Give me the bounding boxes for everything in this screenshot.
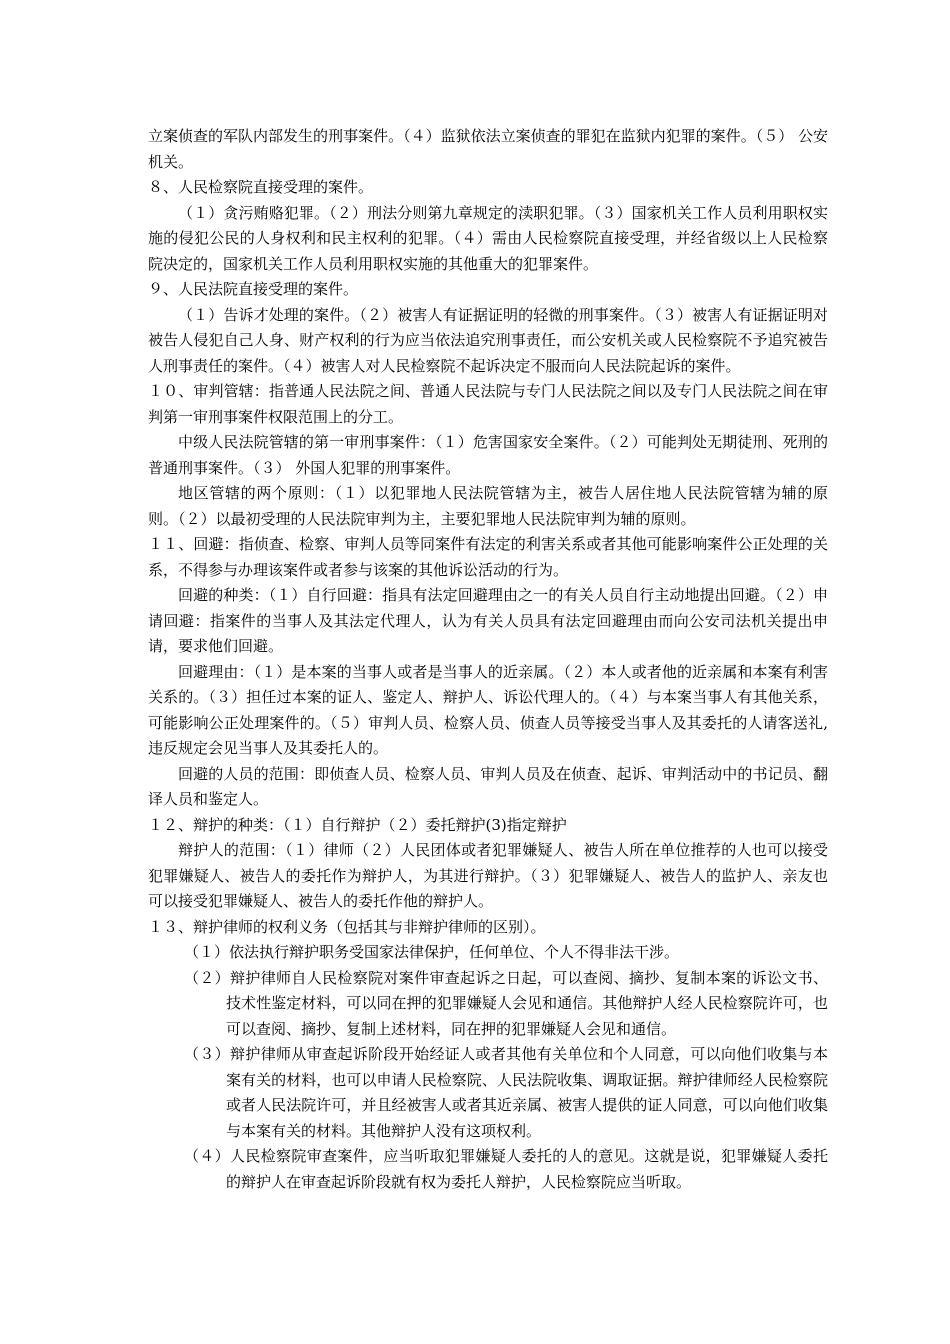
list-item: （４）人民检察院审查案件，应当听取犯罪嫌疑人委托的人的意见。这就是说，犯罪嫌疑人委托的辩护人在审查起诉阶段就有权为委托人辩护，人民检察院应当听取。 (184, 1147, 828, 1191)
document-body (148, 124, 828, 1195)
paragraph-defender-scope: 辩护人的范围：（１）律师（２）人民团体或者犯罪嫌疑人、被告人所在单位推荐的人也可以接受犯罪嫌疑人、被告人的委托作为辩护人，为其进行辩护。（３）犯罪嫌疑人、被告人的监护人、亲友也可以接受犯罪嫌疑人、被告人的委托作他的辩护人。 (148, 841, 828, 910)
heading-trial-jurisdiction: １０、审判管辖：指普通人民法院之间、普通人民法院与专门人民法院之间以及专门人民法院之间在审判第一审刑事案件权限范围上的分工。 (148, 382, 828, 426)
paragraph-recusal-reasons: 回避理由：（１）是本案的当事人或者是当事人的近亲属。（２）本人或者他的近亲属和本案有利害关系的。（３）担任过本案的证人、鉴定人、辩护人、诉讼代理人的。（４）与本案当事人有其他关系，可能影响公正处理案件的。（５）审判人员、检察人员、侦查人员等接受当事人及其委托的人请客送礼,违反规定会见当事人及其委托人的。 (148, 662, 828, 757)
paragraph-court-cases: （１）告诉才处理的案件。（２）被害人有证据证明的轻微的刑事案件。（３）被害人有证据证明对被告人侵犯自己人身、财产权利的行为应当依法追究刑事责任，而公安机关或人民检察院不予追究被告人刑事责任的案件。（４）被害人对人民检察院不起诉决定不服而向人民法院起诉的案件。 (148, 305, 828, 375)
heading-court-cases: ９、人民法院直接受理的案件。 (148, 280, 359, 298)
heading-defense-types: １２、辩护的种类：（１）自行辩护（２）委托辩护(3)指定辩护 (148, 815, 567, 834)
list-item: （３）辩护律师从审查起诉阶段开始经证人或者其他有关单位和个人同意，可以向他们收集与本案有关的材料，也可以申请人民检察院、人民法院收集、调取证据。辩护律师经人民检察院或者人民法院许可，并且经被害人或者其近亲属、被害人提供的证人同意，可以向他们收集与本案有关的材料。其他辩护人没有这项权利。 (184, 1045, 828, 1140)
list-item: （２）辩护律师自人民检察院对案件审查起诉之日起，可以查阅、摘抄、复制本案的诉讼文书、技术性鉴定材料，可以同在押的犯罪嫌疑人会见和通信。其他辩护人经人民检察院许可，也可以查阅、摘抄、复制上述材料，同在押的犯罪嫌疑人会见和通信。 (184, 968, 828, 1038)
paragraph-recusal-scope: 回避的人员的范围：即侦查人员、检察人员、审判人员及在侦查、起诉、审判活动中的书记员、翻译人员和鉴定人。 (148, 764, 828, 808)
heading-procuratorate-cases: ８、人民检察院直接受理的案件。 (148, 178, 374, 196)
list-item: （１）依法执行辩护职务受国家法律保护，任何单位、个人不得非法干涉。 (184, 943, 680, 961)
paragraph-intermediate-court: 中级人民法院管辖的第一审刑事案件：（１）危害国家安全案件。（２）可能判处无期徒刑、死刑的普通刑事案件。（３） 外国人犯罪的刑事案件。 (148, 433, 828, 477)
paragraph-regional-jurisdiction: 地区管辖的两个原则：（１）以犯罪地人民法院管辖为主，被告人居住地人民法院管辖为辅的原则。（２）以最初受理的人民法院审判为主，主要犯罪地人民法院审判为辅的原则。 (148, 484, 828, 528)
paragraph-recusal-types: 回避的种类：（１）自行回避：指具有法定回避理由之一的有关人员自行主动地提出回避。（２）申请回避：指案件的当事人及其法定代理人，认为有关人员具有法定回避理由而向公安司法机关提出申请，要求他们回避。 (148, 586, 828, 655)
heading-defense-lawyer-rights: １３、辩护律师的权利义务（包括其与非辩护律师的区别）。 (148, 917, 546, 936)
paragraph-procuratorate-cases: （１）贪污贿赂犯罪。（２）刑法分则第九章规定的渎职犯罪。（３）国家机关工作人员利用职权实施的侵犯公民的人身权利和民主权利的犯罪。（４）需由人民检察院直接受理，并经省级以上人民检察院决定的，国家机关工作人员利用职权实施的其他重大的犯罪案件。 (148, 203, 828, 273)
paragraph-continuation: 立案侦查的军队内部发生的刑事案件。（４）监狱依法立案侦查的罪犯在监狱内犯罪的案件。（５） 公安机关。 (148, 127, 828, 171)
heading-recusal: １１、回避：指侦查、检察、审判人员等同案件有法定的利害关系或者其他可能影响案件公正处理的关系，不得参与办理该案件或者参与该案的其他诉讼活动的行为。 (148, 535, 828, 579)
